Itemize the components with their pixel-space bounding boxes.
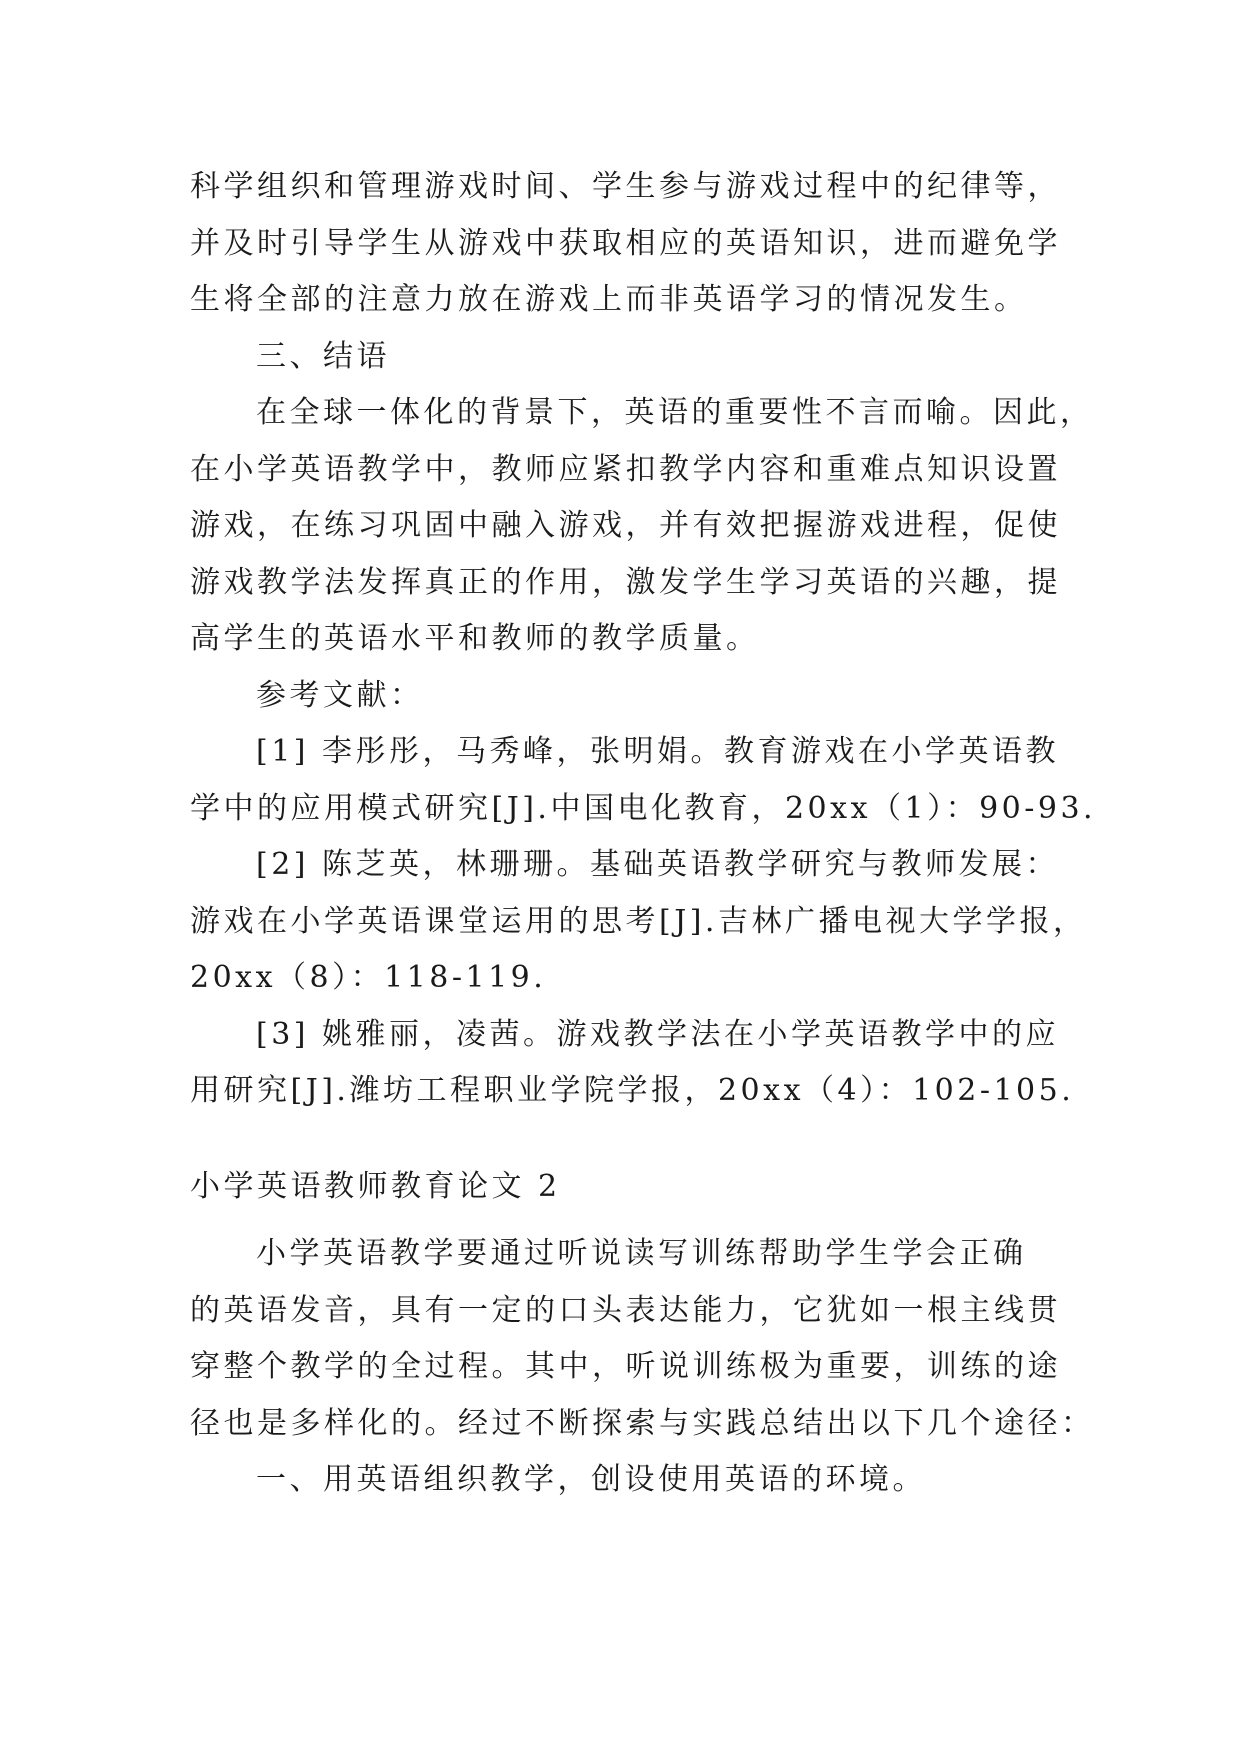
section-title: 小学英语教师教育论文 2 — [190, 1169, 561, 1204]
text-line: 高学生的英语水平和教师的教学质量。 — [190, 621, 760, 656]
reference-line: [2] 陈芝英，林珊珊。基础英语教学研究与教师发展： — [256, 847, 1060, 882]
text-line: 穿整个教学的全过程。其中，听说训练极为重要，训练的途 — [190, 1349, 1061, 1384]
text-line: 并及时引导学生从游戏中获取相应的英语知识，进而避免学 — [190, 225, 1061, 261]
text-line: 的英语发音，具有一定的口头表达能力，它犹如一根主线贯 — [190, 1292, 1061, 1328]
reference-line: 20xx（8）：118-119. — [190, 960, 547, 995]
reference-line: 游戏在小学英语课堂运用的思考[J].吉林广播电视大学学报， — [190, 903, 1087, 939]
section-heading: 三、结语 — [256, 338, 390, 374]
references-heading: 参考文献： — [256, 677, 424, 713]
reference-line: [1] 李彤彤，马秀峰，张明娟。教育游戏在小学英语教 — [256, 734, 1060, 769]
text-line: 生将全部的注意力放在游戏上而非英语学习的情况发生。 — [190, 282, 1028, 317]
text-line: 游戏教学法发挥真正的作用，激发学生学习英语的兴趣，提 — [190, 564, 1061, 600]
text-line: 小学英语教学要通过听说读写训练帮助学生学会正确 — [256, 1236, 1027, 1271]
reference-line: 学中的应用模式研究[J].中国电化教育，20xx（1）：90-93. — [190, 790, 1097, 826]
text-line: 在小学英语教学中，教师应紧扣教学内容和重难点知识设置 — [190, 451, 1061, 487]
body-text-part1 — [190, 159, 1097, 1120]
reference-line: 用研究[J].潍坊工程职业学院学报，20xx（4）：102-105. — [190, 1073, 1075, 1108]
text-line: 径也是多样化的。经过不断探索与实践总结出以下几个途径： — [190, 1405, 1095, 1441]
reference-line: [3] 姚雅丽，凌茜。游戏教学法在小学英语教学中的应 — [256, 1016, 1060, 1052]
text-line: 游戏，在练习巩固中融入游戏，并有效把握游戏进程，促使 — [190, 508, 1061, 543]
text-line: 在全球一体化的背景下，英语的重要性不言而喻。因此， — [256, 395, 1094, 430]
body-text-part2 — [190, 1226, 1095, 1509]
text-line: 科学组织和管理游戏时间、学生参与游戏过程中的纪律等， — [190, 169, 1061, 204]
text-line: 一、用英语组织教学，创设使用英语的环境。 — [256, 1462, 926, 1497]
